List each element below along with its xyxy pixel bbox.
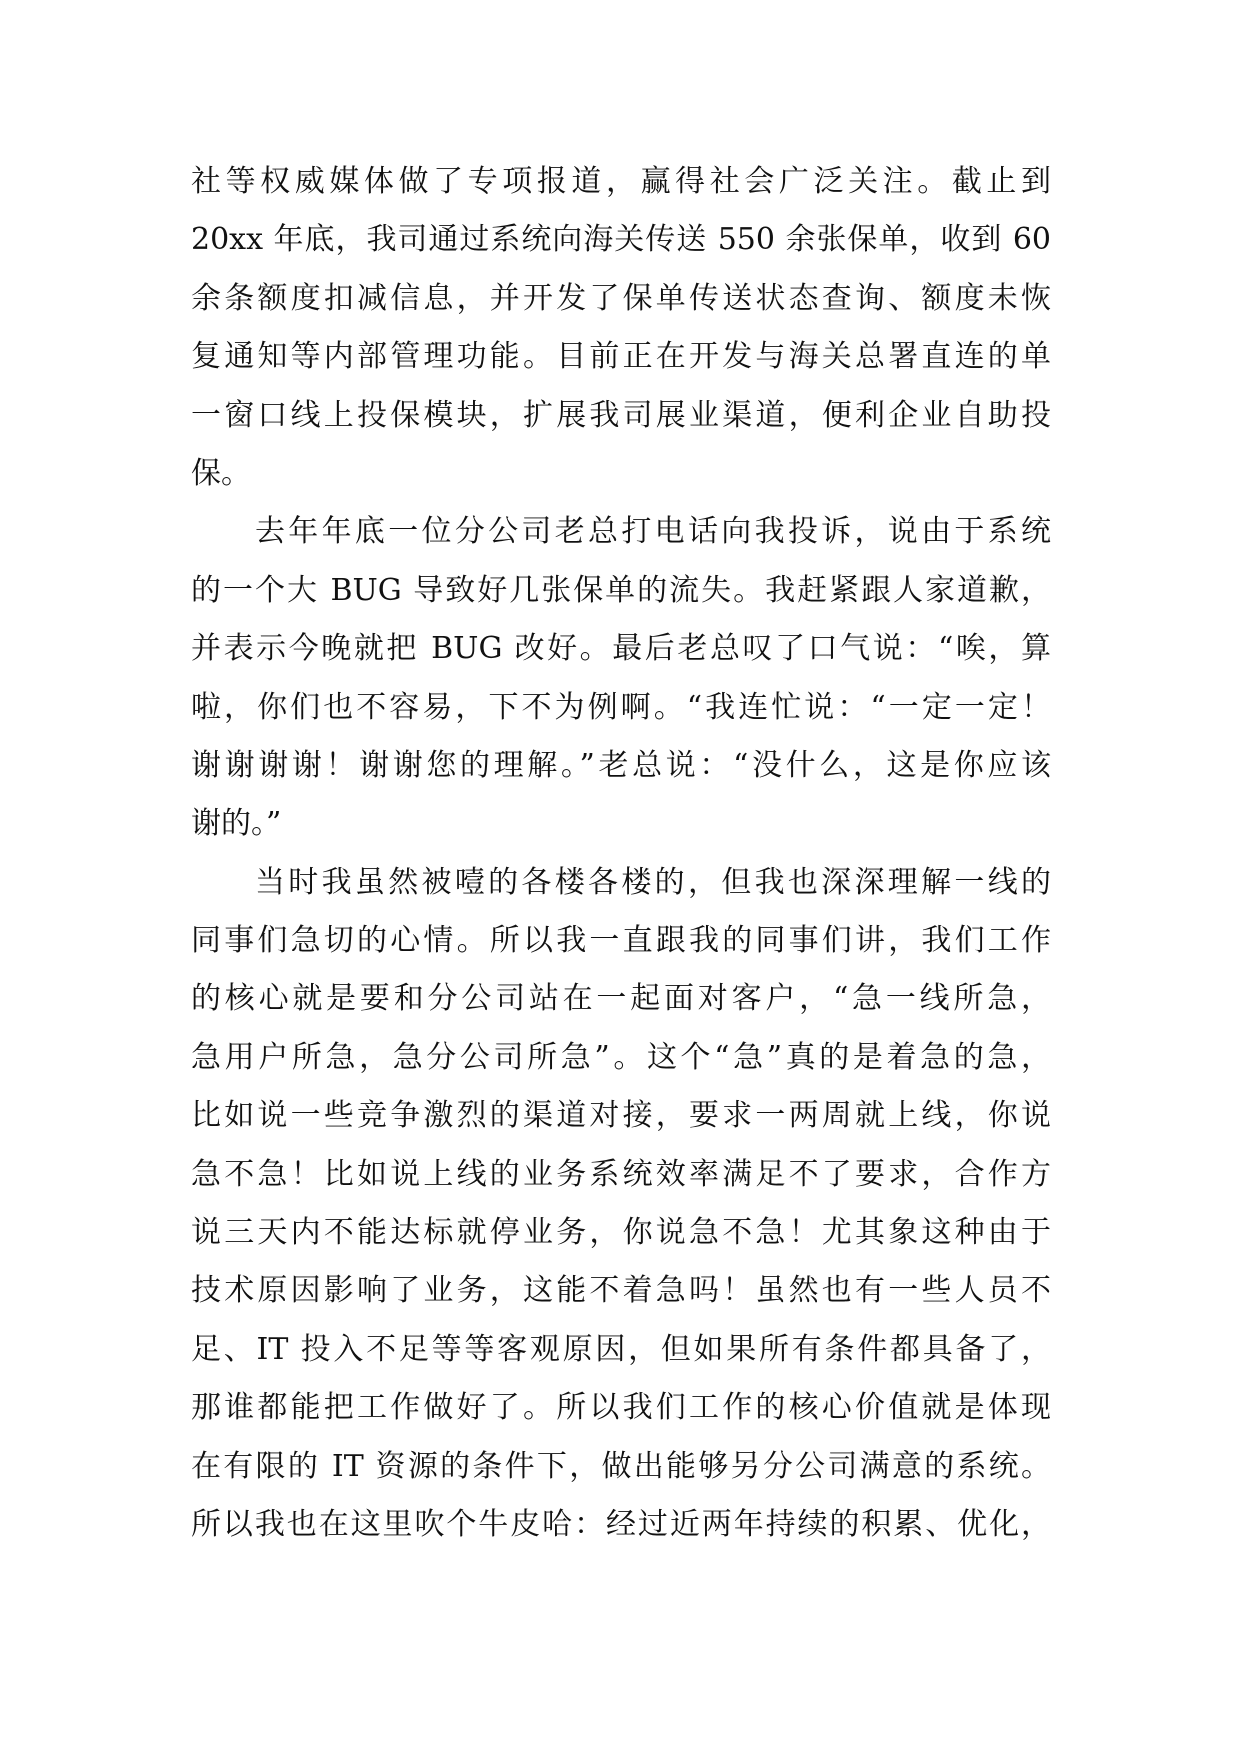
- text-line: 在有限的 IT 资源的条件下，做出能够另分公司满意的系统。: [191, 1448, 1051, 1484]
- text-line: 一窗口线上投保模块，扩展我司展业渠道，便利企业自助投: [191, 397, 1051, 433]
- text-line: 余条额度扣减信息，并开发了保单传送状态查询、额度未恢: [191, 280, 1051, 316]
- text-line: 复通知等内部管理功能。目前正在开发与海关总署直连的单: [191, 339, 1051, 375]
- text-line: 社等权威媒体做了专项报道，赢得社会广泛关注。截止到: [191, 164, 1051, 199]
- text-line: 急用户所急，急分公司所急”。这个“急”真的是着急的急，: [191, 1039, 1051, 1075]
- text-line: 说三天内不能达标就停业务，你说急不急！尤其象这种由于: [191, 1215, 1051, 1251]
- text-line: 的一个大 BUG 导致好几张保单的流失。我赶紧跟人家道歉，: [191, 572, 1051, 608]
- text-line: 足、IT 投入不足等等客观原因，但如果所有条件都具备了，: [191, 1331, 1051, 1367]
- text-line: 20xx 年底，我司通过系统向海关传送 550 余张保单，收到 60: [191, 222, 1051, 258]
- text-line: 保。: [191, 455, 251, 491]
- paragraph-1: [191, 153, 1051, 503]
- paragraph-2: [191, 503, 1051, 853]
- text-line: 比如说一些竞争激烈的渠道对接，要求一两周就上线，你说: [191, 1098, 1051, 1134]
- text-line: 当时我虽然被噎的各楼各楼的，但我也深深理解一线的: [255, 864, 1051, 900]
- text-line: 去年年底一位分公司老总打电话向我投诉，说由于系统: [255, 514, 1051, 550]
- text-line: 谢的。”: [191, 806, 282, 842]
- document-body: [191, 153, 1051, 1554]
- text-line: 技术原因影响了业务，这能不着急吗！虽然也有一些人员不: [191, 1273, 1051, 1309]
- text-line: 急不急！比如说上线的业务系统效率满足不了要求，合作方: [191, 1156, 1051, 1192]
- text-line: 并表示今晚就把 BUG 改好。最后老总叹了口气说：“唉，算: [191, 631, 1051, 667]
- paragraph-3: [191, 854, 1051, 1555]
- text-line: 所以我也在这里吹个牛皮哈：经过近两年持续的积累、优化，: [191, 1506, 1051, 1542]
- text-line: 啦，你们也不容易，下不为例啊。“我连忙说：“一定一定！: [191, 689, 1051, 725]
- text-line: 的核心就是要和分公司站在一起面对客户，“急一线所急，: [191, 981, 1051, 1017]
- text-line: 谢谢谢谢！谢谢您的理解。”老总说：“没什么，这是你应该: [191, 747, 1051, 783]
- text-line: 那谁都能把工作做好了。所以我们工作的核心价值就是体现: [191, 1390, 1051, 1426]
- text-line: 同事们急切的心情。所以我一直跟我的同事们讲，我们工作: [191, 923, 1051, 959]
